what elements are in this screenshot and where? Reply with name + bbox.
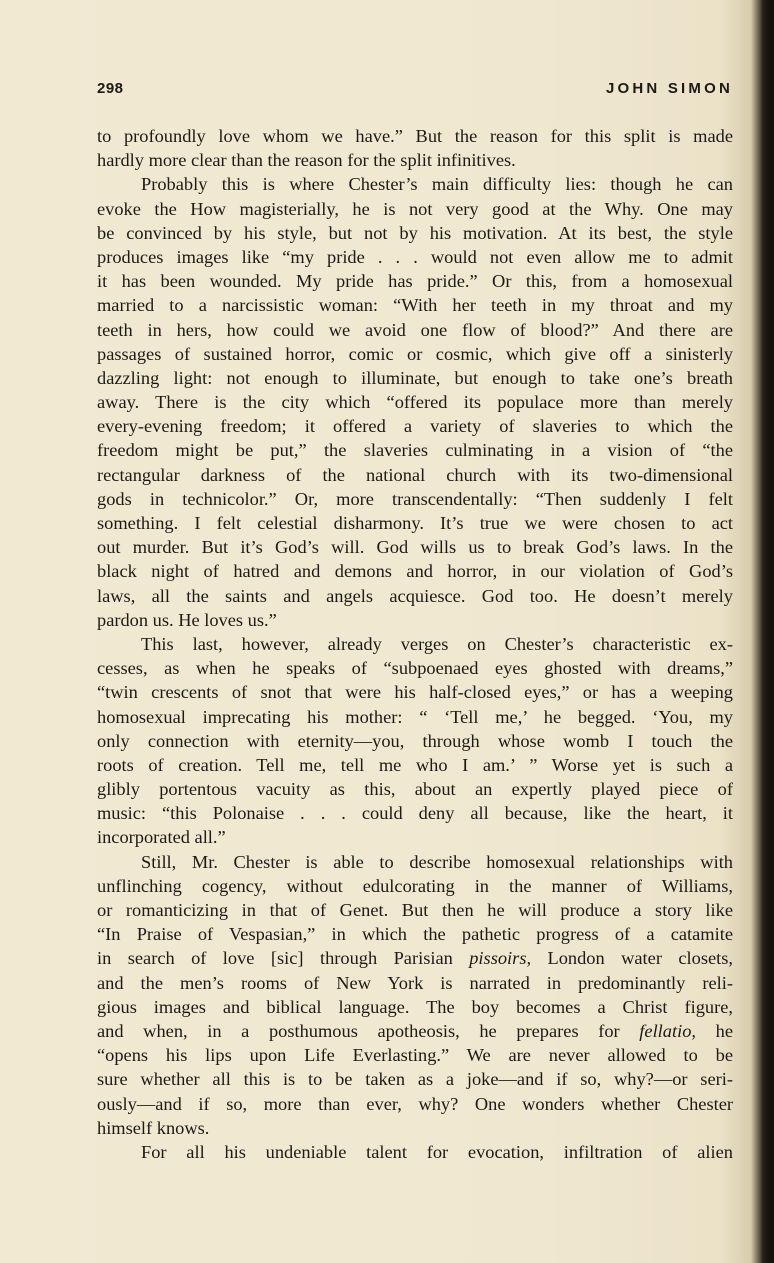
text-line: only connection with eternity—you, through whose womb I touch the: [97, 730, 733, 751]
text-line: and the men’s rooms of New York is narrated in predominantly reli-: [97, 972, 733, 993]
text-line: sure whether all this is to be taken as a joke—and if so, why?—or seri-: [97, 1069, 733, 1090]
text-line: every-evening freedom; it offered a variety of slaveries to which the: [97, 416, 733, 437]
text-line: gods in technicolor.” Or, more transcendentally: “Then suddenly I felt: [97, 488, 733, 509]
text-line: be convinced by his style, but not by his motivation. At its best, the style: [97, 222, 733, 243]
text-line: unflinching cogency, without edulcorating in the manner of Williams,: [97, 875, 733, 896]
text-line: incorporated all.”: [97, 827, 226, 848]
text-line: Still, Mr. Chester is able to describe homosexual relationships with: [141, 851, 733, 872]
running-head: JOHN SIMON: [605, 80, 733, 97]
text-line: evoke the How magisterially, he is not very good at the Why. One may: [97, 198, 733, 219]
text-line: rectangular darkness of the national church with its two-dimensional: [97, 464, 733, 485]
text-line: music: “this Polonaise . . . could deny all because, like the heart, it: [97, 803, 733, 824]
text-line: away. There is the city which “offered its populace more than merely: [97, 392, 733, 413]
text-line: “twin crescents of snot that were his half-closed eyes,” or has a weeping: [97, 682, 733, 703]
text-line: glibly portentous vacuity as this, about an expertly played piece of: [97, 779, 733, 800]
text-line: laws, all the saints and angels acquiesce. God too. He doesn’t merely: [97, 585, 733, 606]
text-line: hardly more clear than the reason for the split infinitives.: [97, 150, 516, 171]
text-line: himself knows.: [97, 1117, 210, 1138]
text-line: ously—and if so, more than ever, why? One wonders whether Chester: [97, 1093, 733, 1114]
text-line: black night of hatred and demons and horror, in our violation of God’s: [97, 561, 733, 582]
text-line: gious images and biblical language. The boy becomes a Christ figure,: [97, 996, 733, 1017]
text-line: to profoundly love whom we have.” But the reason for this split is made: [97, 126, 733, 146]
text-line: “In Praise of Vespasian,” in which the pathetic progress of a catamite: [97, 924, 733, 945]
text-line: This last, however, already verges on Chester’s characteristic ex-: [141, 633, 733, 654]
text-line: pardon us. He loves us.”: [97, 609, 277, 630]
body-text: [97, 124, 733, 1164]
text-line: For all his undeniable talent for evocation, infiltration of alien: [141, 1141, 733, 1162]
text-line: dazzling light: not enough to illuminate, but enough to take one’s breath: [97, 367, 733, 388]
text-line: “opens his lips upon Life Everlasting.” We are never allowed to be: [97, 1045, 733, 1066]
text-line: and when, in a posthumous apotheosis, he prepares for fellatio, he: [97, 1020, 733, 1041]
page-header: [97, 80, 733, 102]
text-line: produces images like “my pride . . . would not even allow me to admit: [97, 246, 733, 267]
text-line: homosexual imprecating his mother: “ ‘Tell me,’ he begged. ‘You, my: [97, 706, 733, 727]
text-line: passages of sustained horror, comic or cosmic, which give off a sinisterly: [97, 343, 733, 364]
text-line: out murder. But it’s God’s will. God wills us to break God’s laws. In the: [97, 537, 733, 558]
text-line: in search of love [sic] through Parisian pissoirs, London water closets,: [97, 948, 733, 969]
text-line: cesses, as when he speaks of “subpoenaed eyes ghosted with dreams,”: [97, 658, 733, 679]
page-number: 298: [97, 80, 124, 97]
text-line: Probably this is where Chester’s main difficulty lies: though he can: [141, 174, 733, 195]
text-line: freedom might be put,” the slaveries culminating in a vision of “the: [97, 440, 733, 461]
text-line: something. I felt celestial disharmony. It’s true we were chosen to act: [97, 513, 733, 533]
text-line: roots of creation. Tell me, tell me who I am.’ ” Worse yet is such a: [97, 754, 733, 775]
text-line: or romanticizing in that of Genet. But then he will produce a story like: [97, 900, 733, 920]
text-line: married to a narcissistic woman: “With her teeth in my throat and my: [97, 295, 733, 316]
page-edge-shadow: [760, 0, 774, 1263]
text-line: teeth in hers, how could we avoid one flow of blood?” And there are: [97, 319, 733, 340]
text-line: it has been wounded. My pride has pride.” Or this, from a homosexual: [97, 271, 733, 292]
